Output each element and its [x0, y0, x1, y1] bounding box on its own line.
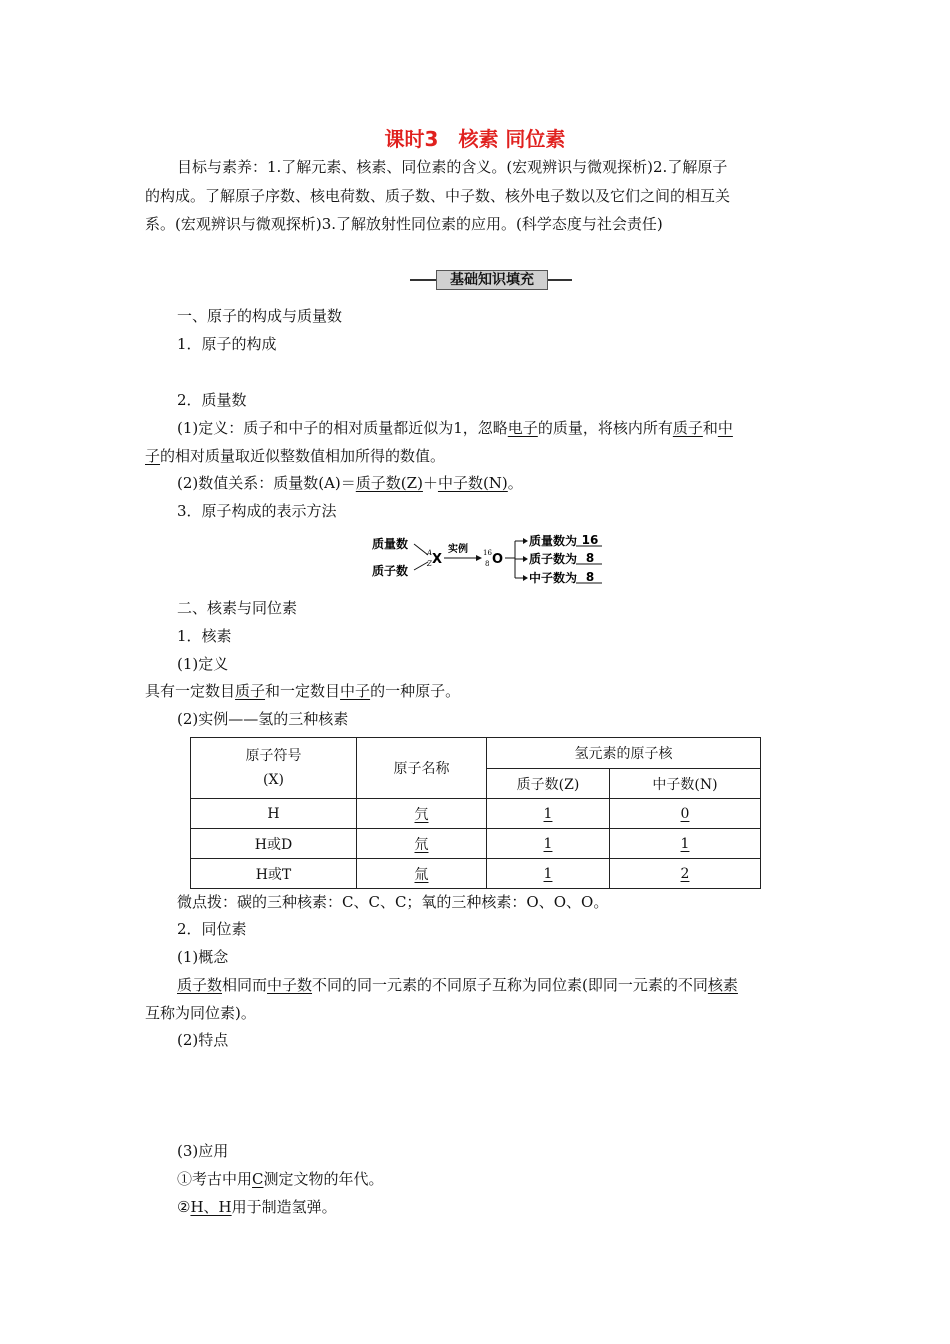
table-row: [191, 859, 761, 889]
goals-line-1: 目标与素养：1.了解元素、核素、同位素的含义。(宏观辨识与微观探析)2.了解原子: [177, 158, 728, 176]
cell-protons: 1: [543, 865, 553, 882]
diagram-symbol-x: X: [432, 552, 443, 567]
blank-nuclide: 核素: [707, 976, 738, 994]
diagram-proton-pointer: [414, 562, 428, 570]
header-nucleus: 氢元素的原子核: [487, 738, 761, 769]
isotope-concept-heading: (1)概念: [177, 948, 229, 966]
blank-hydrogen: H、H: [190, 1198, 232, 1216]
blank-electron: 电子: [507, 419, 538, 437]
cell-protons: 1: [543, 805, 553, 822]
application-1: ①考古中用C测定文物的年代。: [177, 1170, 384, 1188]
cell-neutrons: 2: [680, 865, 690, 882]
diagram-value-proton: 8: [585, 551, 595, 565]
header-protons: 质子数(Z): [487, 769, 610, 799]
table-row: [191, 829, 761, 859]
diagram-symbol-o: O: [492, 552, 504, 567]
nuclide-heading: 1．核素: [177, 627, 232, 645]
banner-left-rule: [410, 279, 436, 281]
diagram-a-superscript: A: [427, 549, 433, 557]
diagram-result-neutron: 中子数为: [529, 571, 578, 585]
diagram-value-mass: 16: [581, 533, 599, 547]
tip-note: 微点拨：碳的三种核素：C、C、C；氧的三种核素：O、O、O。: [177, 893, 609, 911]
blank-neutron: 中: [717, 419, 733, 437]
blank-carbon: C: [252, 1170, 264, 1188]
blank-proton-number: 质子数: [177, 976, 223, 994]
diagram-result-proton: 质子数为: [529, 552, 578, 566]
cell-symbol: H或T: [191, 859, 357, 889]
section-2-heading: 二、核素与同位素: [177, 599, 298, 617]
isotope-concept: 质子数相同而中子数不同的同一元素的不同原子互称为同位素(即同一元素的不同核素: [177, 976, 738, 994]
blank-proton: 质子: [672, 419, 703, 437]
cell-neutrons: 0: [680, 805, 690, 822]
nuclide-definition-heading: (1)定义: [177, 655, 229, 673]
cell-symbol: H: [191, 799, 357, 829]
cell-name: 氘: [414, 836, 429, 853]
diagram-proton-label: 质子数: [372, 564, 409, 578]
mass-number-heading: 2．质量数: [177, 391, 247, 409]
cell-name: 氕: [414, 806, 429, 823]
isotope-application-heading: (3)应用: [177, 1142, 229, 1160]
page-title: 课时3 核素 同位素: [384, 127, 566, 151]
atom-structure-heading: 1．原子的构成: [177, 335, 277, 353]
diagram-o-number: 8: [485, 560, 490, 568]
diagram-o-mass: 16: [483, 549, 492, 557]
mass-number-definition: (1)定义：质子和中子的相对质量都近似为1，忽略电子的质量，将核内所有质子和中: [177, 419, 733, 437]
isotope-heading: 2．同位素: [177, 920, 247, 938]
mass-number-relation: (2)数值关系：质量数(A)＝质子数(Z)＋中子数(N)。: [177, 474, 523, 492]
goals-line-3: 系。(宏观辨识与微观探析)3.了解放射性同位素的应用。(科学态度与社会责任): [145, 215, 663, 233]
section-1-heading: 一、原子的构成与质量数: [177, 307, 343, 325]
blank-neutron-cont: 子: [145, 447, 161, 465]
header-name: 原子名称: [357, 738, 487, 799]
diagram-z-subscript: Z: [427, 560, 432, 568]
header-neutrons: 中子数(N): [610, 769, 761, 799]
cell-protons: 1: [543, 835, 553, 852]
isotope-concept-cont: 互称为同位素)。: [145, 1004, 256, 1022]
diagram-example-arrowhead: [476, 555, 482, 561]
diagram-example-label: 实例: [448, 544, 468, 555]
header-symbol: 原子符号 (X): [191, 738, 357, 799]
diagram-mass-label: 质量数: [372, 537, 409, 551]
atom-notation-diagram: [368, 528, 608, 590]
notation-heading: 3．原子构成的表示方法: [177, 502, 337, 520]
blank-proton-def: 质子: [235, 682, 266, 700]
cell-neutrons: 1: [680, 835, 690, 852]
diagram-value-neutron: 8: [585, 570, 595, 584]
blank-neutron-count: 中子数(N): [437, 474, 508, 492]
banner-label: 基础知识填充: [436, 270, 548, 290]
application-2: ②H、H用于制造氢弹。: [177, 1198, 337, 1216]
blank-neutron-def: 中子: [340, 682, 371, 700]
blank-neutron-number: 中子数: [267, 976, 313, 994]
hydrogen-example-heading: (2)实例——氢的三种核素: [177, 710, 349, 728]
table-row: [191, 799, 761, 829]
section-banner: [410, 270, 572, 290]
blank-proton-count: 质子数(Z): [355, 474, 423, 492]
diagram-mass-pointer: [414, 544, 428, 555]
nuclide-definition: 具有一定数目质子和一定数目中子的一种原子。: [145, 682, 461, 700]
banner-right-rule: [548, 279, 572, 281]
hydrogen-nuclides-table: [190, 737, 761, 889]
mass-number-definition-cont: 子的相对质量取近似整数值相加所得的数值。: [145, 447, 446, 465]
goals-line-2: 的构成。了解原子序数、核电荷数、质子数、中子数、核外电子数以及它们之间的相互关: [145, 187, 731, 205]
isotope-feature-heading: (2)特点: [177, 1031, 229, 1049]
cell-name: 氚: [414, 866, 429, 883]
cell-symbol: H或D: [191, 829, 357, 859]
diagram-result-mass: 质量数为: [529, 534, 578, 548]
